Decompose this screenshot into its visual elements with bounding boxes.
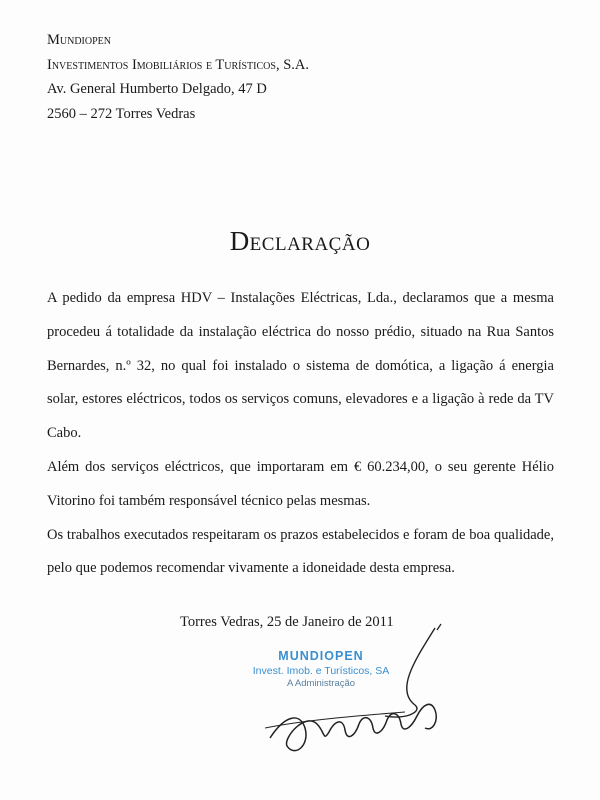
stamp-line-2: Invest. Imob. e Turísticos, SA <box>252 665 390 677</box>
sender-street: Av. General Humberto Delgado, 47 D <box>47 81 267 97</box>
declaration-body <box>47 282 554 586</box>
stamp-line-1: MUNDIOPEN <box>278 649 364 663</box>
sender-company-full: Investimentos Imobiliários e Turísticos, S.A. <box>47 56 309 73</box>
body-paragraph-3: Os trabalhos executados respeitaram os prazos estabelecidos e foram de boa qualidade, pelo que podemos recomendar vivamente a idoneidade desta empresa. <box>47 526 554 577</box>
body-paragraph-1: A pedido da empresa HDV – Instalações Eléctricas, Lda., declaramos que a mesma procedeu á totalidade da instalação eléctrica do nosso prédio, situado na Rua Santos Bernardes, n.º 32, no qual foi instalado o sistema de domótica, a ligação á energia solar, estores eléctricos, todos os serviços comuns, elevadores e a ligação à rede da TV Cabo. <box>47 290 554 442</box>
sender-postal-city: 2560 – 272 Torres Vedras <box>47 105 196 122</box>
document-title: Declaração <box>229 226 371 256</box>
stamp-line-3: A Administração <box>286 678 356 689</box>
body-paragraph-2: Além dos serviços eléctricos, que importaram em € 60.234,00, o seu gerente Hélio Vitorino foi também responsável técnico pelas mesmas. <box>47 458 554 509</box>
sender-address <box>47 28 309 126</box>
place-date: Torres Vedras, 25 de Janeiro de 2011 <box>180 614 394 630</box>
handwritten-signature <box>265 620 465 760</box>
sender-company: Mundiopen <box>47 32 112 48</box>
